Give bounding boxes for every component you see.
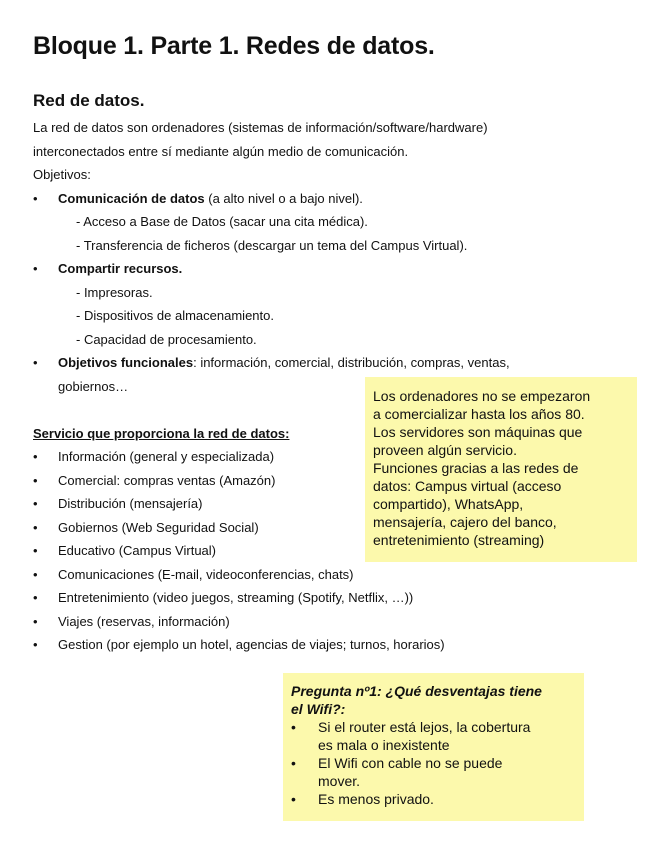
note-line: mensajería, cajero del banco, (373, 514, 557, 530)
service-item: • Gobiernos (Web Seguridad Social) (33, 516, 573, 540)
service-item: • Comercial: compras ventas (Amazón) (33, 469, 573, 493)
note-line: datos: Campus virtual (acceso (373, 478, 562, 494)
service-item: • Información (general y especializada) (33, 445, 573, 469)
service-item: • Educativo (Campus Virtual) (33, 539, 573, 563)
sticky-note-question (283, 673, 584, 821)
objective-subitem: - Dispositivos de almacenamiento. (76, 308, 274, 323)
note-line: entretenimiento (streaming) (373, 532, 545, 548)
service-item: • Viajes (reservas, información) (33, 610, 573, 634)
section-title: Red de datos. (33, 91, 145, 110)
objective-subitem: - Impresoras. (76, 284, 153, 300)
answer-item (291, 718, 577, 754)
intro-line: interconectados entre sí mediante algún medio de comunicación. (33, 143, 409, 159)
services-heading: Servicio que proporciona la red de datos: (33, 425, 290, 441)
objective-title: Compartir recursos. (58, 261, 183, 276)
question-line: Pregunta nº1: ¿Qué desventajas tiene (291, 683, 542, 699)
service-item: • Distribución (mensajería) (33, 492, 573, 516)
note-line: compartido), WhatsApp, (373, 496, 524, 512)
page-title: Bloque 1. Parte 1. Redes de datos. (33, 32, 435, 60)
answer-list (291, 718, 577, 808)
note-line: Funciones gracias a las redes de (373, 460, 579, 476)
note-line: Los servidores son máquinas que (373, 424, 583, 440)
note-line: a comercializar hasta los años 80. (373, 406, 585, 422)
note-line: Los ordenadores no se empezaron (373, 388, 591, 404)
objective-text: : información, comercial, distribución, compras, ventas, (193, 355, 510, 370)
objective-item (33, 187, 573, 211)
answer-item (291, 754, 577, 790)
objective-title: Comunicación de datos (58, 190, 205, 206)
objective-subitem: - Transferencia de ficheros (descargar un tema del Campus Virtual). (76, 237, 468, 253)
objective-item (33, 351, 573, 375)
intro-line: La red de datos son ordenadores (sistemas de información/software/hardware) (33, 120, 488, 135)
objective-text: (a alto nivel o a bajo nivel). (204, 190, 363, 206)
answer-line: es mala o inexistente (318, 737, 450, 753)
sticky-note-history (365, 377, 637, 562)
objectives-label: Objetivos: (33, 167, 91, 182)
note-line: proveen algún servicio. (373, 442, 517, 458)
answer-item (291, 790, 577, 808)
answer-line: • El Wifi con cable no se puede (318, 755, 503, 771)
objective-continuation: gobiernos… (58, 378, 129, 394)
objective-item (33, 257, 573, 281)
service-item: • Comunicaciones (E-mail, videoconferencias, chats) (33, 563, 573, 587)
service-item: • Gestion (por ejemplo un hotel, agencias de viajes; turnos, horarios) (33, 633, 573, 657)
answer-line: mover. (318, 773, 361, 789)
objective-subitem: - Capacidad de procesamiento. (76, 331, 257, 347)
answer-line: • Es menos privado. (318, 791, 434, 807)
question-line: el Wifi?: (291, 701, 346, 717)
service-item: • Entretenimiento (video juegos, streaming (Spotify, Netflix, …)) (33, 586, 573, 610)
objective-title: Objetivos funcionales (58, 355, 194, 370)
answer-line: • Si el router está lejos, la cobertura (318, 719, 531, 735)
objective-subitem: - Acceso a Base de Datos (sacar una cita médica). (76, 214, 368, 229)
